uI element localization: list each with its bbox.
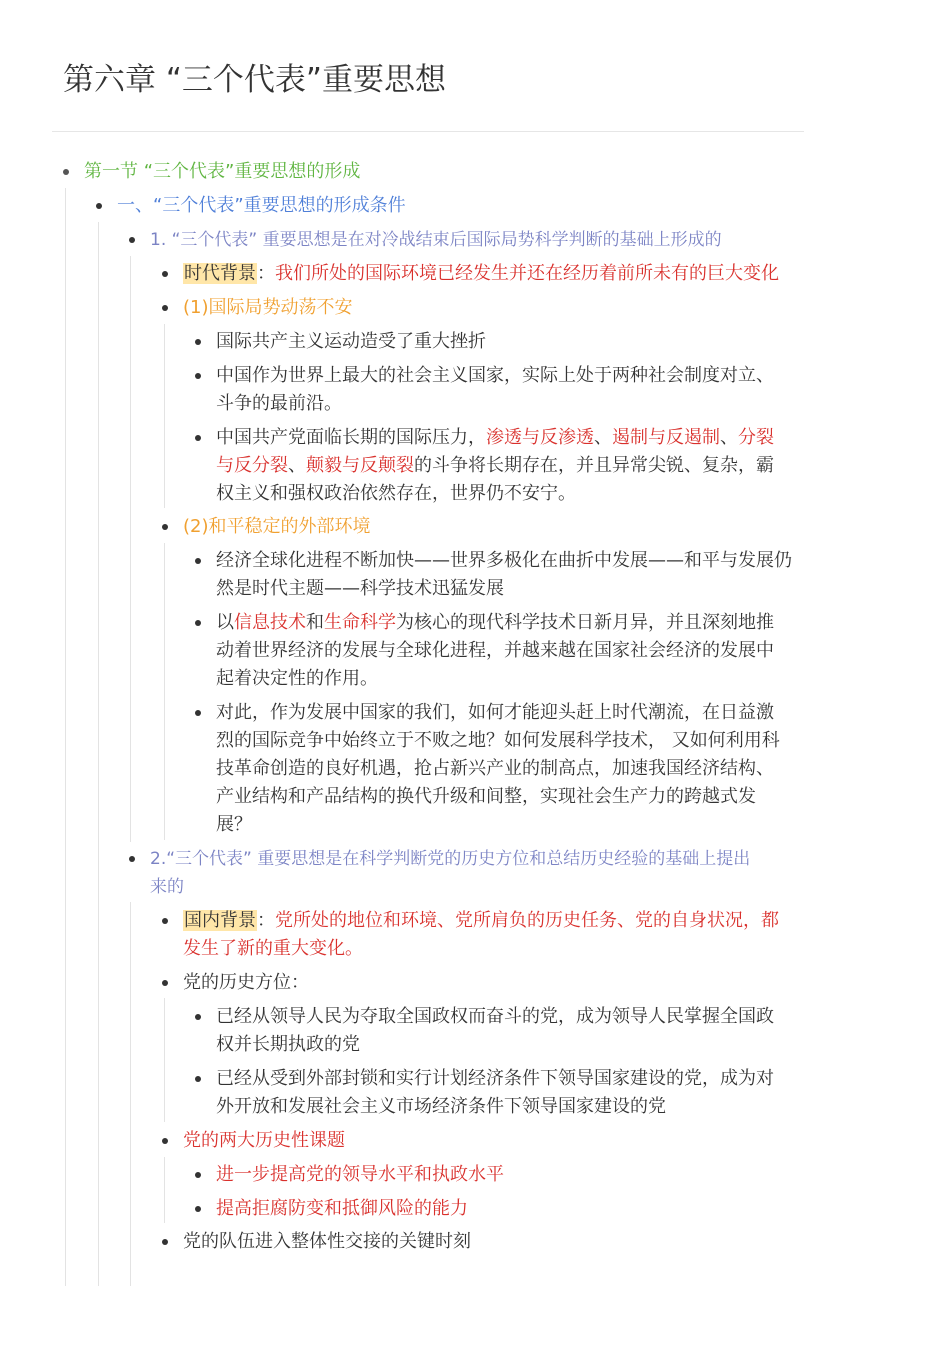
- indent-guide-level-4b: [164, 543, 165, 840]
- section-heading: 第一节 “三个代表”重要思想的形成: [84, 158, 360, 186]
- indent-guide-level-3b: [130, 902, 131, 1286]
- bullet-icon: [195, 435, 201, 441]
- era-background-label: 时代背景: [184, 263, 256, 284]
- list-item: 对此，作为发展中国家的我们，如何才能迎头赶上时代潮流，在日益激 烈的国际竞争中始终立于不败之地？如何发展科学技术， 又如何利用科 技革命创造的良好机遇，抢占新兴产业的制高点，加速我国经济结构、 产业结构和产品结构的换代升级和间整，实现社会生产力的跨越式发 展？: [216, 699, 780, 839]
- bullet-icon: [129, 237, 135, 243]
- bullet-icon: [162, 1239, 168, 1245]
- list-item: 经济全球化进程不断加快——世界多极化在曲折中发展——和平与发展仍 然是时代主题——科学技术迅猛发展: [216, 547, 792, 603]
- bullet-icon: [195, 620, 201, 626]
- indent-guide-level-1: [65, 188, 66, 1286]
- era-background: 时代背景：我们所处的国际环境已经发生并还在经历着前所未有的巨大变化: [183, 260, 779, 288]
- bullet-icon: [129, 856, 135, 862]
- list-item: 已经从领导人民为夺取全国政权而奋斗的党，成为领导人民掌握全国政 权并长期执政的党: [216, 1003, 774, 1059]
- historic-position-heading: 党的历史方位：: [183, 969, 309, 997]
- list-item: 中国共产党面临长期的国际压力，渗透与反渗透、遏制与反遏制、分裂 与反分裂、颠毅与反颠裂的斗争将长期存在，并且异常尖锐、复杂，霸 权主义和强权政治依然存在，世界仍不安宁。: [216, 424, 774, 508]
- indent-guide-level-4a: [164, 324, 165, 508]
- list-item: 国际共产主义运动造受了重大挫折: [216, 328, 486, 356]
- bullet-icon: [195, 373, 201, 379]
- bullet-icon: [195, 1076, 201, 1082]
- bullet-icon: [162, 271, 168, 277]
- indent-guide-level-3a: [130, 256, 131, 842]
- bullet-icon: [162, 305, 168, 311]
- historic-tasks-heading: 党的两大历史性课题: [183, 1127, 345, 1155]
- indent-guide-level-4c: [164, 998, 165, 1122]
- point-1-heading: 1. “三个代表” 重要思想是在对冷战结束后国际局势科学判断的基础上形成的: [150, 226, 722, 254]
- era-background-text: 我们所处的国际环境已经发生并还在经历着前所未有的巨大变化: [275, 263, 779, 284]
- domestic-background-label: 国内背景: [184, 910, 256, 931]
- bullet-icon: [63, 169, 69, 175]
- list-item: 以信息技术和生命科学为核心的现代科学技术日新月异，并且深刻地推 动着世界经济的发展与全球化进程，并越来越在国家社会经济的发展中 起着决定性的作用。: [216, 609, 774, 693]
- page-title: 第六章 “三个代表”重要思想: [63, 62, 446, 98]
- bullet-icon: [195, 1206, 201, 1212]
- subsection-heading: 一、“三个代表”重要思想的形成条件: [117, 192, 406, 220]
- title-divider: [52, 131, 804, 132]
- sub-heading-international-turmoil: (1)国际局势动荡不安: [183, 294, 353, 322]
- bullet-icon: [195, 1172, 201, 1178]
- bullet-icon: [96, 203, 102, 209]
- sub-heading-peaceful-environment: (2)和平稳定的外部环境: [183, 513, 371, 541]
- bullet-icon: [195, 558, 201, 564]
- point-2-heading: 2.“三个代表” 重要思想是在科学判断党的历史方位和总结历史经验的基础上提出 来的: [150, 845, 750, 901]
- bullet-icon: [195, 339, 201, 345]
- list-item: 已经从受到外部封锁和实行计划经济条件下领导国家建设的党，成为对 外开放和发展社会主义市场经济条件下领导国家建设的党: [216, 1065, 774, 1121]
- bullet-icon: [162, 918, 168, 924]
- bullet-icon: [162, 980, 168, 986]
- list-item: 进一步提高党的领导水平和执政水平: [216, 1161, 504, 1189]
- list-item: 中国作为世界上最大的社会主义国家，实际上处于两种社会制度对立、 斗争的最前沿。: [216, 362, 774, 418]
- bullet-icon: [195, 710, 201, 716]
- bullet-icon: [195, 1014, 201, 1020]
- indent-guide-level-4d: [164, 1157, 165, 1223]
- indent-guide-level-2: [98, 222, 99, 1286]
- list-item: 提高拒腐防变和抵御风险的能力: [216, 1195, 468, 1223]
- party-ranks-item: 党的队伍进入整体性交接的关键时刻: [183, 1228, 471, 1256]
- bullet-icon: [162, 1138, 168, 1144]
- bullet-icon: [162, 524, 168, 530]
- domestic-background: 国内背景：党所处的地位和环境、党所肩负的历史任务、党的自身状况，都 发生了新的重大变化。: [183, 907, 779, 963]
